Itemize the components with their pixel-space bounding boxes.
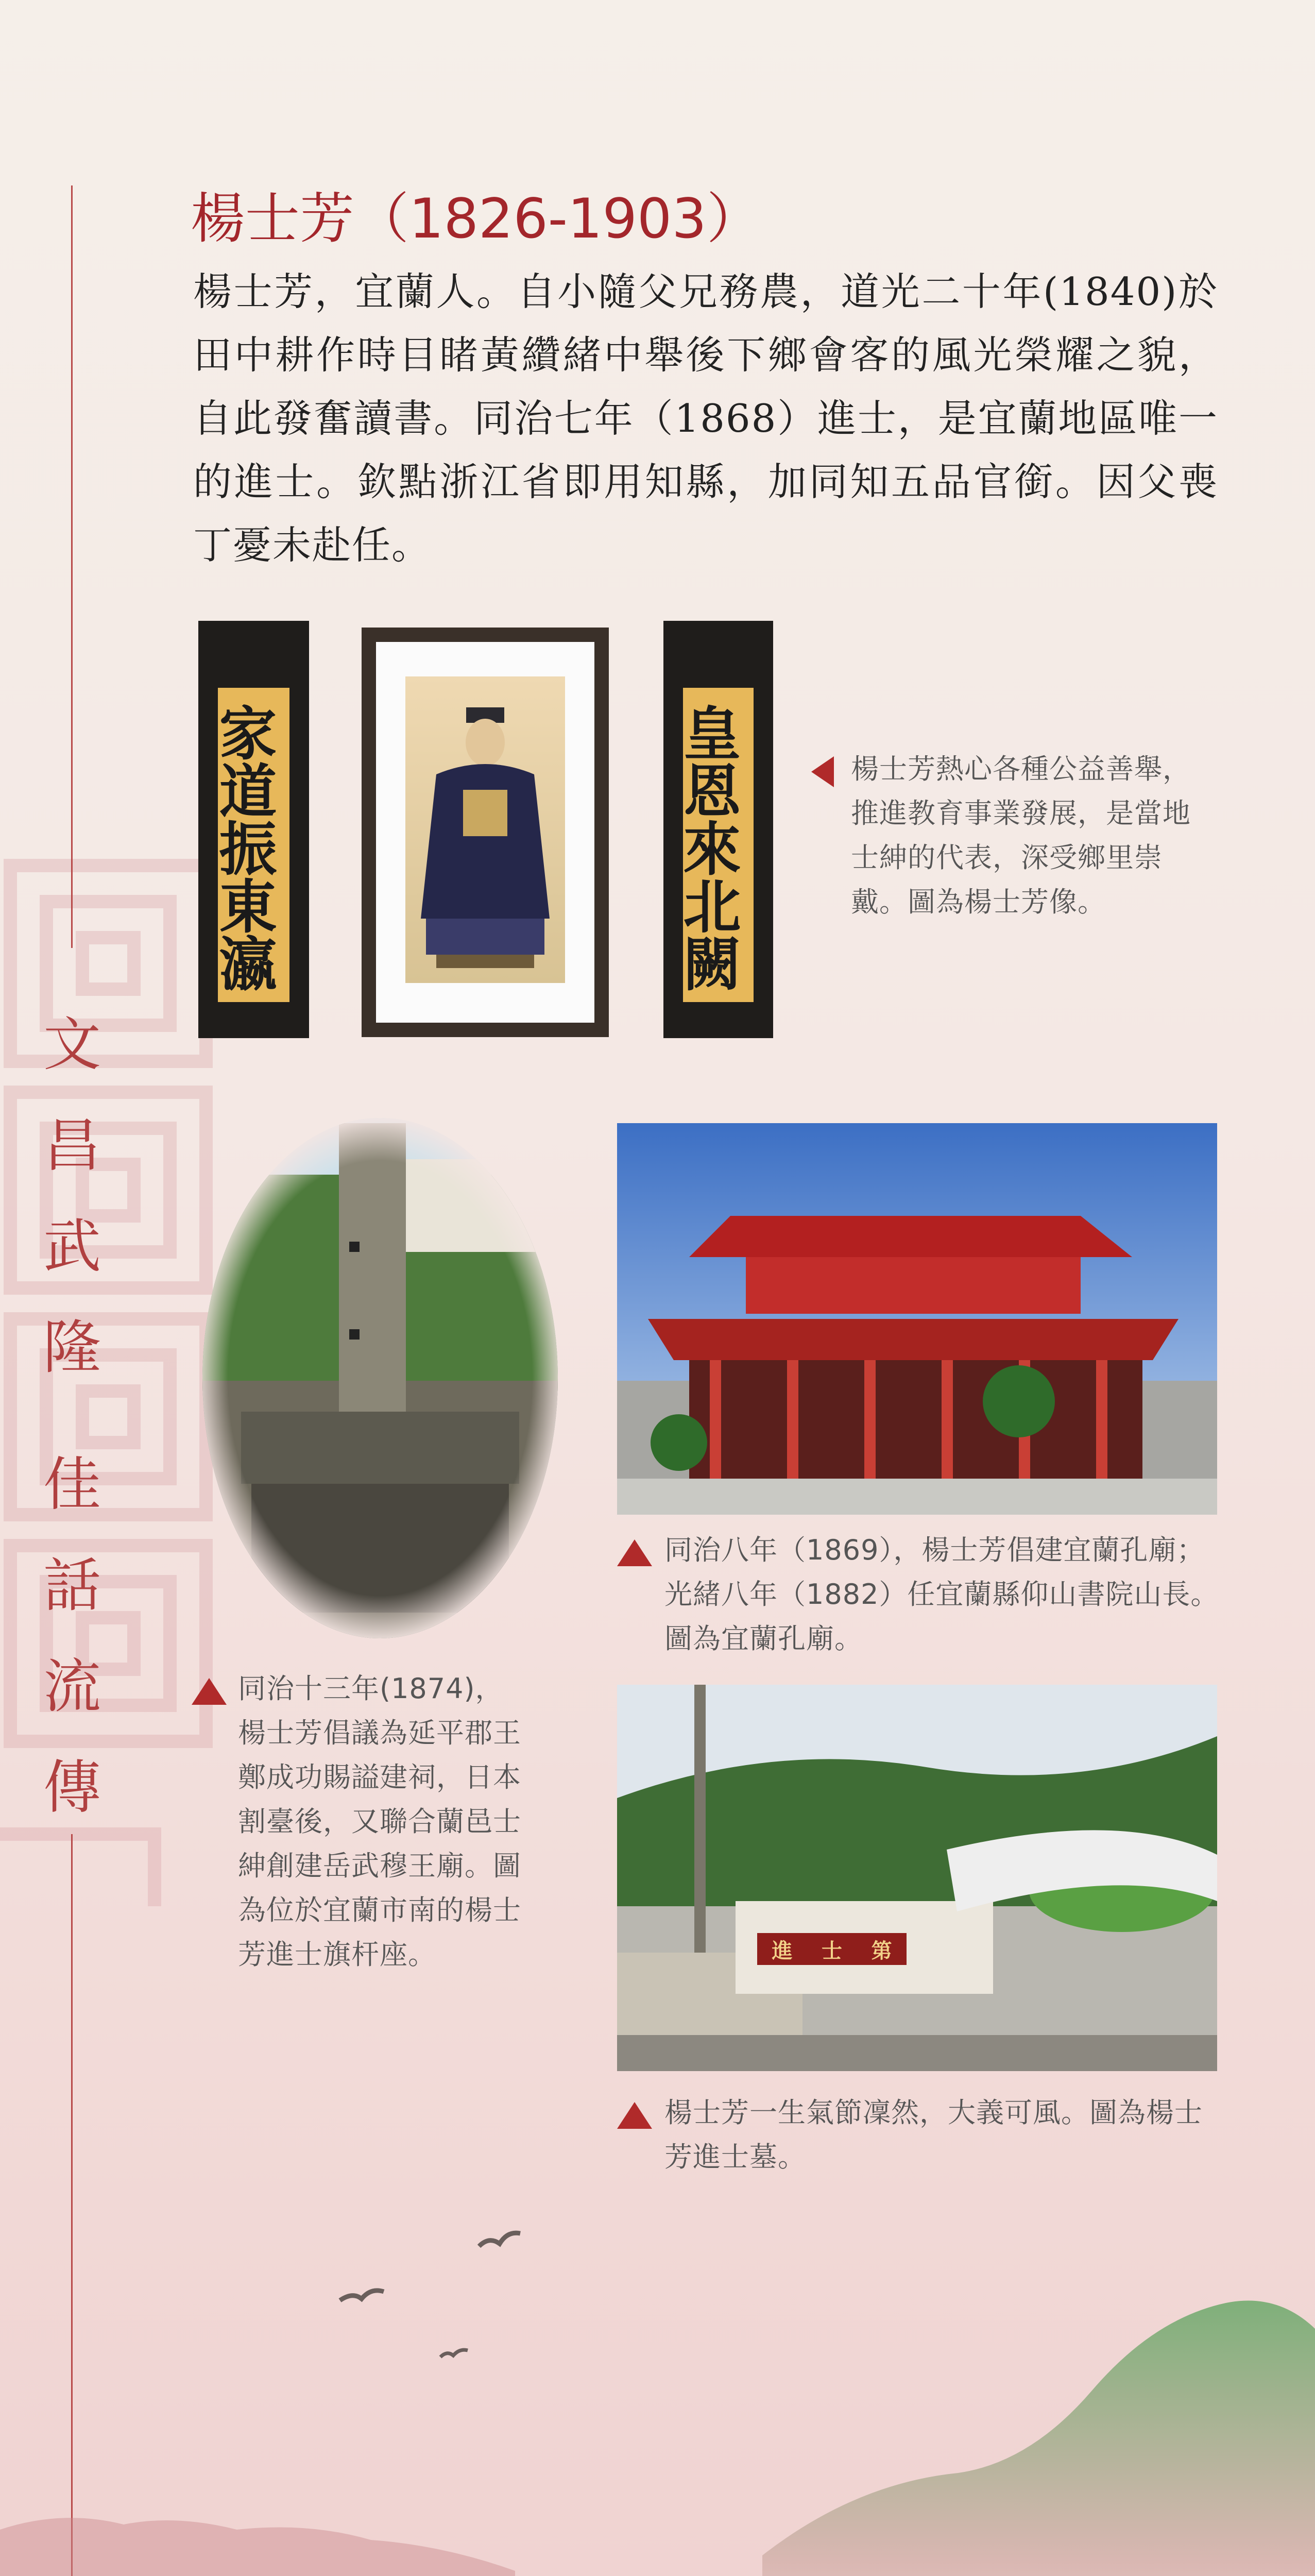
caption-marker-left [811,756,834,787]
side-title-char: 話 [43,1552,101,1619]
caption-flagpole: 同治十三年(1874)，楊士芳倡議為延平郡王鄭成功賜謚建祠，日本割臺後，又聯合蘭邑士紳創建岳武穆王廟。圖為位於宜蘭市南的楊士芳進士旗杆座。 [238,1672,521,1971]
page-title: 楊士芳（1826-1903） [191,187,761,250]
birds-illustration [330,2215,546,2385]
side-title-char: 傳 [43,1754,101,1821]
side-title-char: 隆 [43,1314,101,1381]
mist-mountains [0,2509,515,2576]
calligraphy-scroll-left [198,621,309,1038]
caption-temple: 同治八年（1869），楊士芳倡建宜蘭孔廟；光緒八年（1882）任宜蘭縣仰山書院山長。圖為宜蘭孔廟。 [664,1534,1219,1655]
left-rule-top [71,185,73,948]
portrait-frame [362,628,609,1037]
flagpole-base-photo [195,1113,566,1643]
left-rule-bottom [71,1834,73,2576]
side-title-char: 佳 [43,1451,101,1518]
tomb-plaque-char: 士 [821,1938,842,1963]
caption-marker-temple [617,1539,652,1566]
side-title-char: 流 [43,1653,101,1720]
side-title-char: 昌 [43,1112,101,1179]
scroll-left-text: 家道振東瀛 [210,703,277,992]
tomb-photo [617,1685,1217,2071]
caption-portrait: 楊士芳熱心各種公益善舉，推進教育事業發展，是當地士紳的代表，深受鄉里崇戴。圖為楊士芳像。 [851,753,1191,918]
intro-paragraph: 楊士芳，宜蘭人。自小隨父兄務農，道光二十年(1840)於田中耕作時目睹黃纘緒中舉後下鄉會客的風光榮耀之貌，自此發奮讀書。同治七年（1868）進士，是宜蘭地區唯一的進士。欽點浙江省即用知縣，加同知五品官銜。因父喪丁憂未赴任。 [193,269,1218,568]
side-title [36,994,108,1838]
lattice-pattern [0,855,221,1911]
caption-marker-tomb [617,2102,652,2129]
confucius-temple-photo [617,1123,1217,1515]
caption-tomb: 楊士芳一生氣節凜然，大義可風。圖為楊士芳進士墓。 [664,2096,1203,2173]
mountain-illustration [762,2287,1315,2576]
caption-marker-flagpole [192,1678,227,1705]
scroll-right-text: 皇恩來北闕 [674,703,741,992]
tomb-plaque-char: 進 [772,1938,793,1963]
side-title-char: 文 [43,1011,101,1078]
tomb-plaque-char: 第 [871,1938,892,1963]
calligraphy-scroll-right [663,621,773,1038]
tomb-plaque [757,1933,907,1965]
side-title-char: 武 [43,1213,101,1280]
portrait-figure [405,676,565,980]
